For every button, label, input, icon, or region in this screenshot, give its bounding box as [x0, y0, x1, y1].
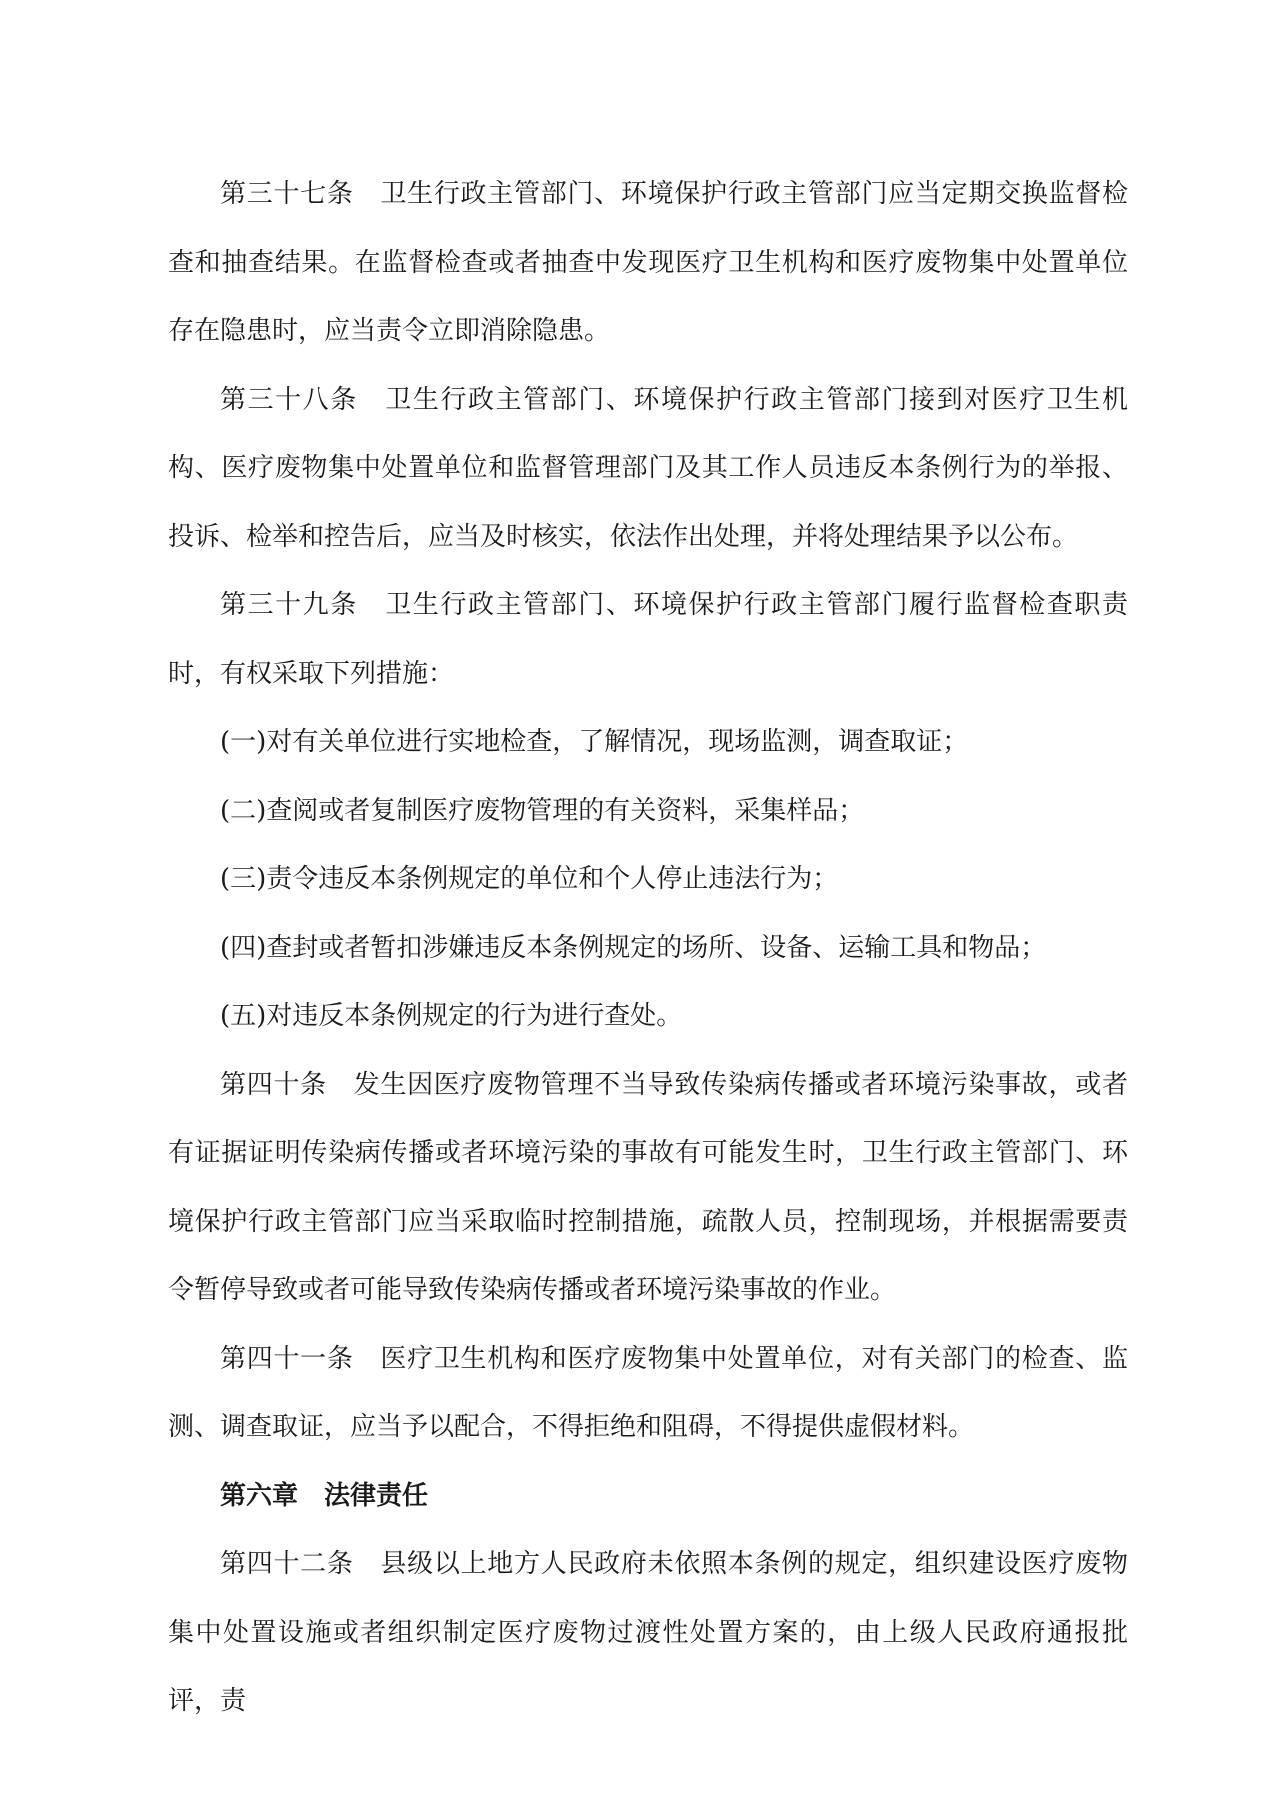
article-42	[168, 1530, 1128, 1736]
chapter-number: 第六章	[220, 1480, 299, 1511]
article-label: 第三十八条	[220, 384, 358, 415]
article-text: 县级以上地方人民政府未依照本条例的规定，组织建设医疗废物集中处置设施或者组织制定医疗废物过渡性处置方案的，由上级人民政府通报批评，责	[168, 1549, 1128, 1716]
article-label: 第四十条	[220, 1069, 327, 1100]
measure-item: (四)查封或者暂扣涉嫌违反本条例规定的场所、设备、运输工具和物品；	[220, 932, 1047, 963]
measure-item: (五)对违反本条例规定的行为进行查处。	[220, 1001, 683, 1031]
measure-item: (三)责令违反本条例规定的单位和个人停止违法行为；	[220, 864, 839, 894]
article-text: 卫生行政主管部门、环境保护行政主管部门应当定期交换监督检查和抽查结果。在监督检查或者抽查中发现医疗卫生机构和医疗废物集中处置单位存在隐患时，应当责令立即消除隐患。	[168, 179, 1128, 346]
document-page	[168, 160, 1128, 1736]
article-text: 医疗卫生机构和医疗废物集中处置单位，对有关部门的检查、监测、调查取证，应当予以配合，不得拒绝和阻碍，不得提供虚假材料。	[168, 1343, 1128, 1442]
measure-item: (二)查阅或者复制医疗废物管理的有关资料，采集样品；	[220, 795, 865, 826]
article-label: 第四十一条	[220, 1343, 354, 1374]
article-41	[168, 1325, 1128, 1462]
article-text: 卫生行政主管部门、环境保护行政主管部门接到对医疗卫生机构、医疗废物集中处置单位和监督管理部门及其工作人员违反本条例行为的举报、投诉、检举和控告后，应当及时核实，依法作出处理，并将处理结果予以公布。	[168, 384, 1128, 552]
article-text: 发生因医疗废物管理不当导致传染病传播或者环境污染事故，或者有证据证明传染病传播或者环境污染的事故有可能发生时，卫生行政主管部门、环境保护行政主管部门应当采取临时控制措施，疏散人员，控制现场，并根据需要责令暂停导致或者可能导致传染病传播或者环境污染事故的作业。	[168, 1069, 1128, 1305]
chapter-title: 法律责任	[324, 1480, 429, 1511]
chapter-heading	[168, 1462, 1128, 1531]
article-40	[168, 1051, 1128, 1325]
article-38	[168, 366, 1128, 572]
article-label: 第三十七条	[220, 179, 354, 209]
article-label: 第三十九条	[220, 590, 358, 620]
article-37	[168, 160, 1128, 366]
article-39	[168, 571, 1128, 708]
article-label: 第四十二条	[220, 1549, 354, 1579]
measure-item: (一)对有关单位进行实地检查，了解情况，现场监测，调查取证；	[220, 727, 969, 757]
article-text: 卫生行政主管部门、环境保护行政主管部门履行监督检查职责时，有权采取下列措施：	[168, 590, 1128, 689]
